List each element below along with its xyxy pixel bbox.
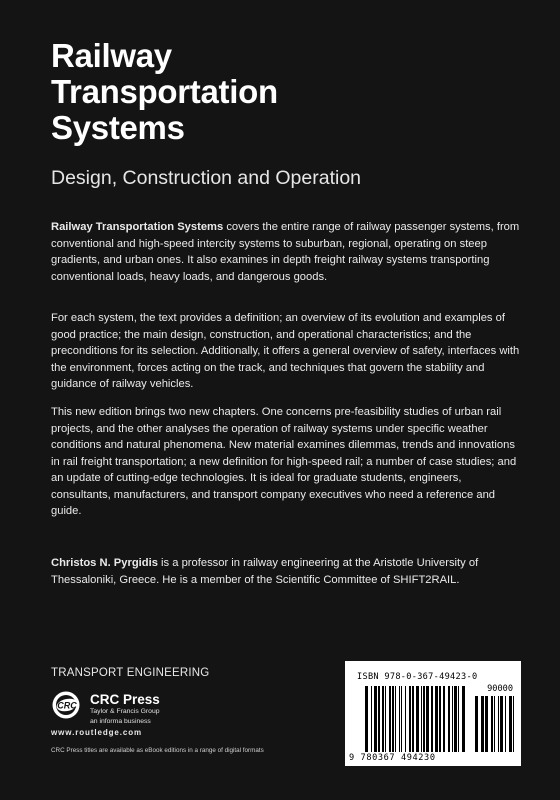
- publisher-block: [90, 692, 160, 727]
- publisher-group: Taylor & Francis Group: [90, 708, 160, 715]
- publisher-business: an informa business: [90, 718, 151, 725]
- ebook-note: CRC Press titles are available as eBook editions in a range of digital formats: [51, 747, 264, 754]
- description-paragraph-3: This new edition brings two new chapters. One concerns pre-feasibility studies of urban rail projects, and the other analyses the operation of railway systems under specific weather conditions and natural phenomena. New material examines dilemmas, trends and innovations in rail freight transportation; a new definition for high-speed rail; a number of case studies; and an update of cutting-edge technologies. It is ideal for graduate students, engineers, consultants, manufacturers, and transport company executives who need a reference and guide.: [51, 406, 517, 517]
- price-code: 90000: [487, 684, 513, 694]
- title-line-1: Railway: [51, 37, 172, 74]
- author-bio-text: is a professor in railway engineering at the Aristotle University of Thessaloniki, Greece. He is a member of the Scientific Committee of SHIFT2RAIL.: [51, 557, 479, 586]
- isbn-text: ISBN 978-0-367-49423-0: [357, 672, 478, 682]
- publisher-website: www.routledge.com: [51, 728, 143, 737]
- crc-logo-icon: [51, 690, 85, 720]
- subject-category: TRANSPORT ENGINEERING: [51, 667, 210, 679]
- barcode-panel: [345, 661, 521, 766]
- title-line-2: Transportation: [51, 73, 278, 110]
- barcode-number: 9 780367 494230: [349, 753, 436, 763]
- author-bio: [51, 555, 521, 588]
- description-paragraph-2: For each system, the text provides a definition; an overview of its evolution and examples of good practice; the main design, construction, and operational characteristics; and the preconditions for its selection. Additionally, it offers a general overview of safety, interfaces with the environment, forces acting on the track, and techniques that govern the stability and guidance of railway vehicles.: [51, 312, 520, 390]
- description-lead: Railway Transportation Systems: [51, 221, 224, 233]
- author-name: Christos N. Pyrgidis: [51, 557, 158, 569]
- description-body-1: covers the entire range of railway passenger systems, from conventional and high-speed intercity systems to suburban, regional, operating on steep gradients, and urban ones. It also examines in depth freight railway systems transporting conventional loads, heavy loads, and dangerous goods.: [51, 221, 520, 283]
- book-title: [51, 38, 278, 146]
- ean-barcode: [365, 686, 467, 752]
- title-line-3: Systems: [51, 109, 185, 146]
- book-subtitle: Design, Construction and Operation: [51, 167, 362, 189]
- description-paragraph-1: [51, 219, 521, 285]
- addon-barcode: [475, 696, 515, 752]
- logo-text: CRC: [57, 700, 77, 711]
- publisher-name: CRC Press: [90, 692, 160, 707]
